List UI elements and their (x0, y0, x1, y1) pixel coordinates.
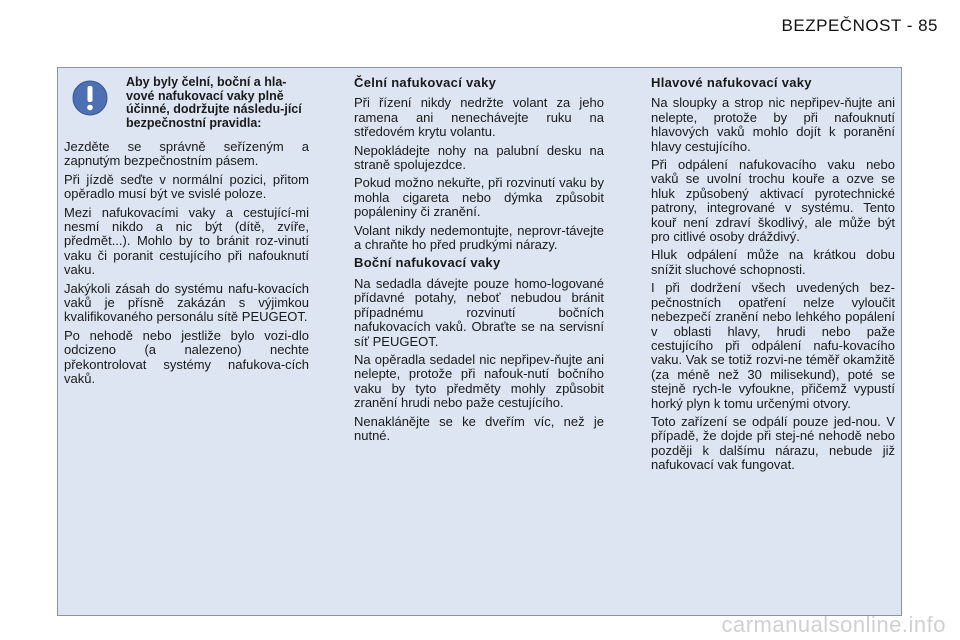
warning-title: Aby byly čelní, boční a hla-vové nafukovací vaky plně účinné, dodržujte následu-jící bezpečnostní pravidla: (126, 75, 302, 130)
paragraph: Při jízdě seďte v normální pozici, přitom opěradlo musí být ve svislé poloze. (64, 171, 309, 202)
paragraph: Při řízení nikdy nedržte volant za jeho ramena ani nenechávejte ruku na středovém krytu volantu. (354, 95, 604, 140)
page-header: BEZPEČNOST - 85 (781, 16, 938, 35)
paragraph: Při odpálení nafukovacího vaku nebo vaků se uvolní trochu kouře a ozve se hluk způsobený aktivací pyrotechnické patrony, integrované v systému. Tento kouř není zdraví škodlivý, ale může být pro citlivé osoby dráždivý. (651, 157, 895, 245)
exclamation-icon (72, 80, 108, 116)
column-safety-rules (64, 76, 309, 391)
content-panel (57, 67, 902, 616)
paragraph: Mezi nafukovacími vaky a cestující-mi nesmí nikdo a nic být (dítě, zvíře, předmět...). Mohlo by to bránit roz-vinutí vaku či poranit cestujícího při nafouknutí vaku. (64, 204, 309, 278)
paragraph: Nepokládejte nohy na palubní desku na straně spolujezdce. (354, 142, 604, 173)
paragraph: Volant nikdy nedemontujte, neprovr-távejte a chraňte ho před prudkými nárazy. (354, 222, 604, 253)
paragraph: Po nehodě nebo jestliže bylo vozi-dlo odcizeno (a nalezeno) nechte překontrolovat systémy nafukova-cích vaků. (64, 327, 309, 387)
section-heading-hlavove: Hlavové nafukovací vaky (651, 75, 812, 90)
section-heading-bocni: Boční nafukovací vaky (354, 255, 501, 271)
paragraph: Na opěradla sedadel nic nepřipev-ňujte ani nelepte, protože při nafouk-nutí bočního vaku by tyto předměty mohly způsobit zranění hrudi nebo paže cestujícího. (354, 351, 604, 411)
paragraph: Na sedadla dávejte pouze homo-logované přídavné potahy, neboť nebudou bránit případnému rozvinutí bočních nafukovacích vaků. Obraťte se na servisní síť PEUGEOT. (354, 275, 604, 349)
paragraph: Jakýkoli zásah do systému nafu-kovacích vaků je přísně zakázán s výjimkou kvalifikovaného personálu sítě PEUGEOT. (64, 280, 309, 325)
column-head-airbags (651, 76, 895, 477)
paragraph: Hluk odpálení může na krátkou dobu snížit sluchové schopnosti. (651, 247, 895, 277)
paragraph: Toto zařízení se odpálí pouze jed-nou. V případě, že dojde při stej-né nehodě nebo později k dalšímu nárazu, nebude již nafukovací vak fungovat. (651, 413, 895, 473)
column-front-side-airbags (354, 76, 604, 447)
paragraph: Jezděte se správně seřízeným a zapnutým bezpečnostním pásem. (64, 139, 309, 169)
section-heading-celni: Čelní nafukovací vaky (354, 75, 497, 90)
paragraph: I při dodržení všech uvedených bez-pečnostních opatření nelze vyloučit nebezpečí zranění nebo lehkého popálení v oblasti hlavy, hrudi nebo paže cestujícího při odpálení nafu-kovacího vaku. Vak se totiž rozvi-ne téměř okamžitě (za méně než 30 milisekund), poté se stejně rych-le vyfoukne, přičemž vypustí horký plyn k tomu určenými otvory. (651, 280, 895, 411)
paragraph: Nenaklánějte se ke dveřím víc, než je nutné. (354, 413, 604, 443)
paragraph: Na sloupky a strop nic nepřipev-ňujte ani nelepte, protože by při nafouknutí hlavových vaků mohlo dojít k poranění hlavy cestujícího. (651, 95, 895, 154)
paragraph: Pokud možno nekuřte, při rozvinutí vaku by mohla cigareta nebo dýmka způsobit popáleniny či zranění. (354, 175, 604, 220)
warning-box (64, 76, 309, 130)
watermark: carmanualsonline.info (721, 612, 946, 637)
